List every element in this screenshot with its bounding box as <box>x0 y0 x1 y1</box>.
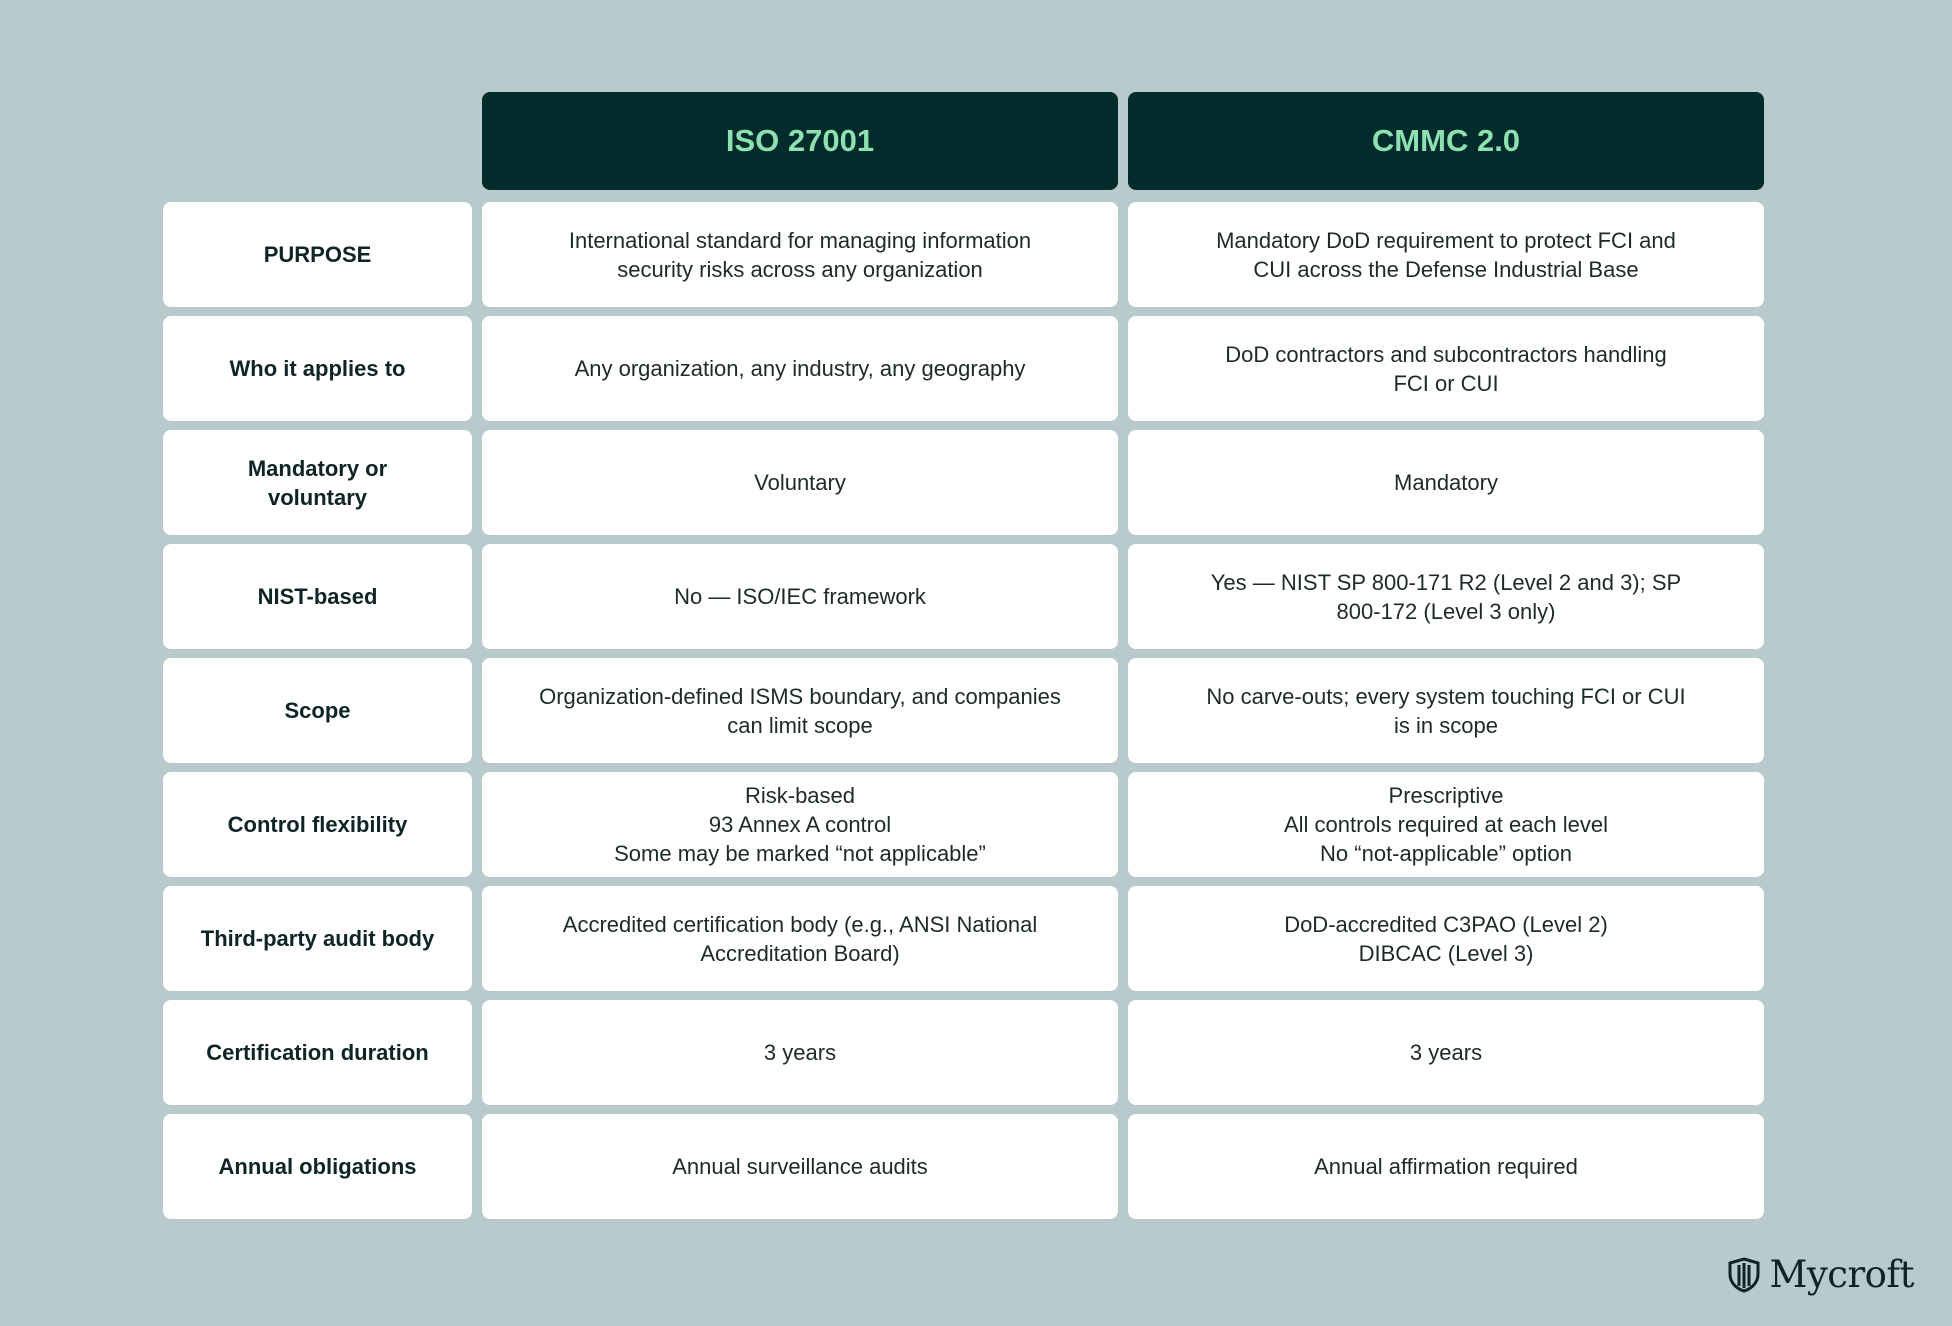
iso-cell: Risk-based 93 Annex A control Some may be marked “not applicable” <box>482 772 1118 877</box>
iso-cell: Voluntary <box>482 430 1118 535</box>
iso-cell: Accredited certification body (e.g., ANSI National Accreditation Board) <box>482 886 1118 991</box>
row-label: PURPOSE <box>163 202 472 307</box>
brand-name: Mycroft <box>1769 1253 1914 1296</box>
shield-logo-icon <box>1727 1257 1761 1293</box>
row-label: Control flexibility <box>163 772 472 877</box>
cmmc-cell: Mandatory <box>1128 430 1764 535</box>
row-label: Annual obligations <box>163 1114 472 1219</box>
iso-cell: Organization-defined ISMS boundary, and companies can limit scope <box>482 658 1118 763</box>
cmmc-cell: DoD-accredited C3PAO (Level 2) DIBCAC (Level 3) <box>1128 886 1764 991</box>
iso-cell: 3 years <box>482 1000 1118 1105</box>
cmmc-cell: Mandatory DoD requirement to protect FCI and CUI across the Defense Industrial Base <box>1128 202 1764 307</box>
row-label: Third-party audit body <box>163 886 472 991</box>
cmmc-cell: Yes — NIST SP 800-171 R2 (Level 2 and 3); SP 800-172 (Level 3 only) <box>1128 544 1764 649</box>
cmmc-cell: 3 years <box>1128 1000 1764 1105</box>
column-header-iso: ISO 27001 <box>482 92 1118 190</box>
cmmc-cell: Annual affirmation required <box>1128 1114 1764 1219</box>
brand-logo <box>1727 1253 1914 1296</box>
header-spacer <box>163 92 472 190</box>
row-label: Scope <box>163 658 472 763</box>
iso-cell: No — ISO/IEC framework <box>482 544 1118 649</box>
row-label: Mandatory or voluntary <box>163 430 472 535</box>
row-label: Who it applies to <box>163 316 472 421</box>
row-label: Certification duration <box>163 1000 472 1105</box>
cmmc-cell: Prescriptive All controls required at each level No “not-applicable” option <box>1128 772 1764 877</box>
row-label: NIST-based <box>163 544 472 649</box>
column-header-cmmc: CMMC 2.0 <box>1128 92 1764 190</box>
cmmc-cell: No carve-outs; every system touching FCI or CUI is in scope <box>1128 658 1764 763</box>
cmmc-cell: DoD contractors and subcontractors handling FCI or CUI <box>1128 316 1764 421</box>
iso-cell: Any organization, any industry, any geography <box>482 316 1118 421</box>
iso-cell: International standard for managing information security risks across any organization <box>482 202 1118 307</box>
iso-cell: Annual surveillance audits <box>482 1114 1118 1219</box>
comparison-table <box>163 92 1763 1228</box>
